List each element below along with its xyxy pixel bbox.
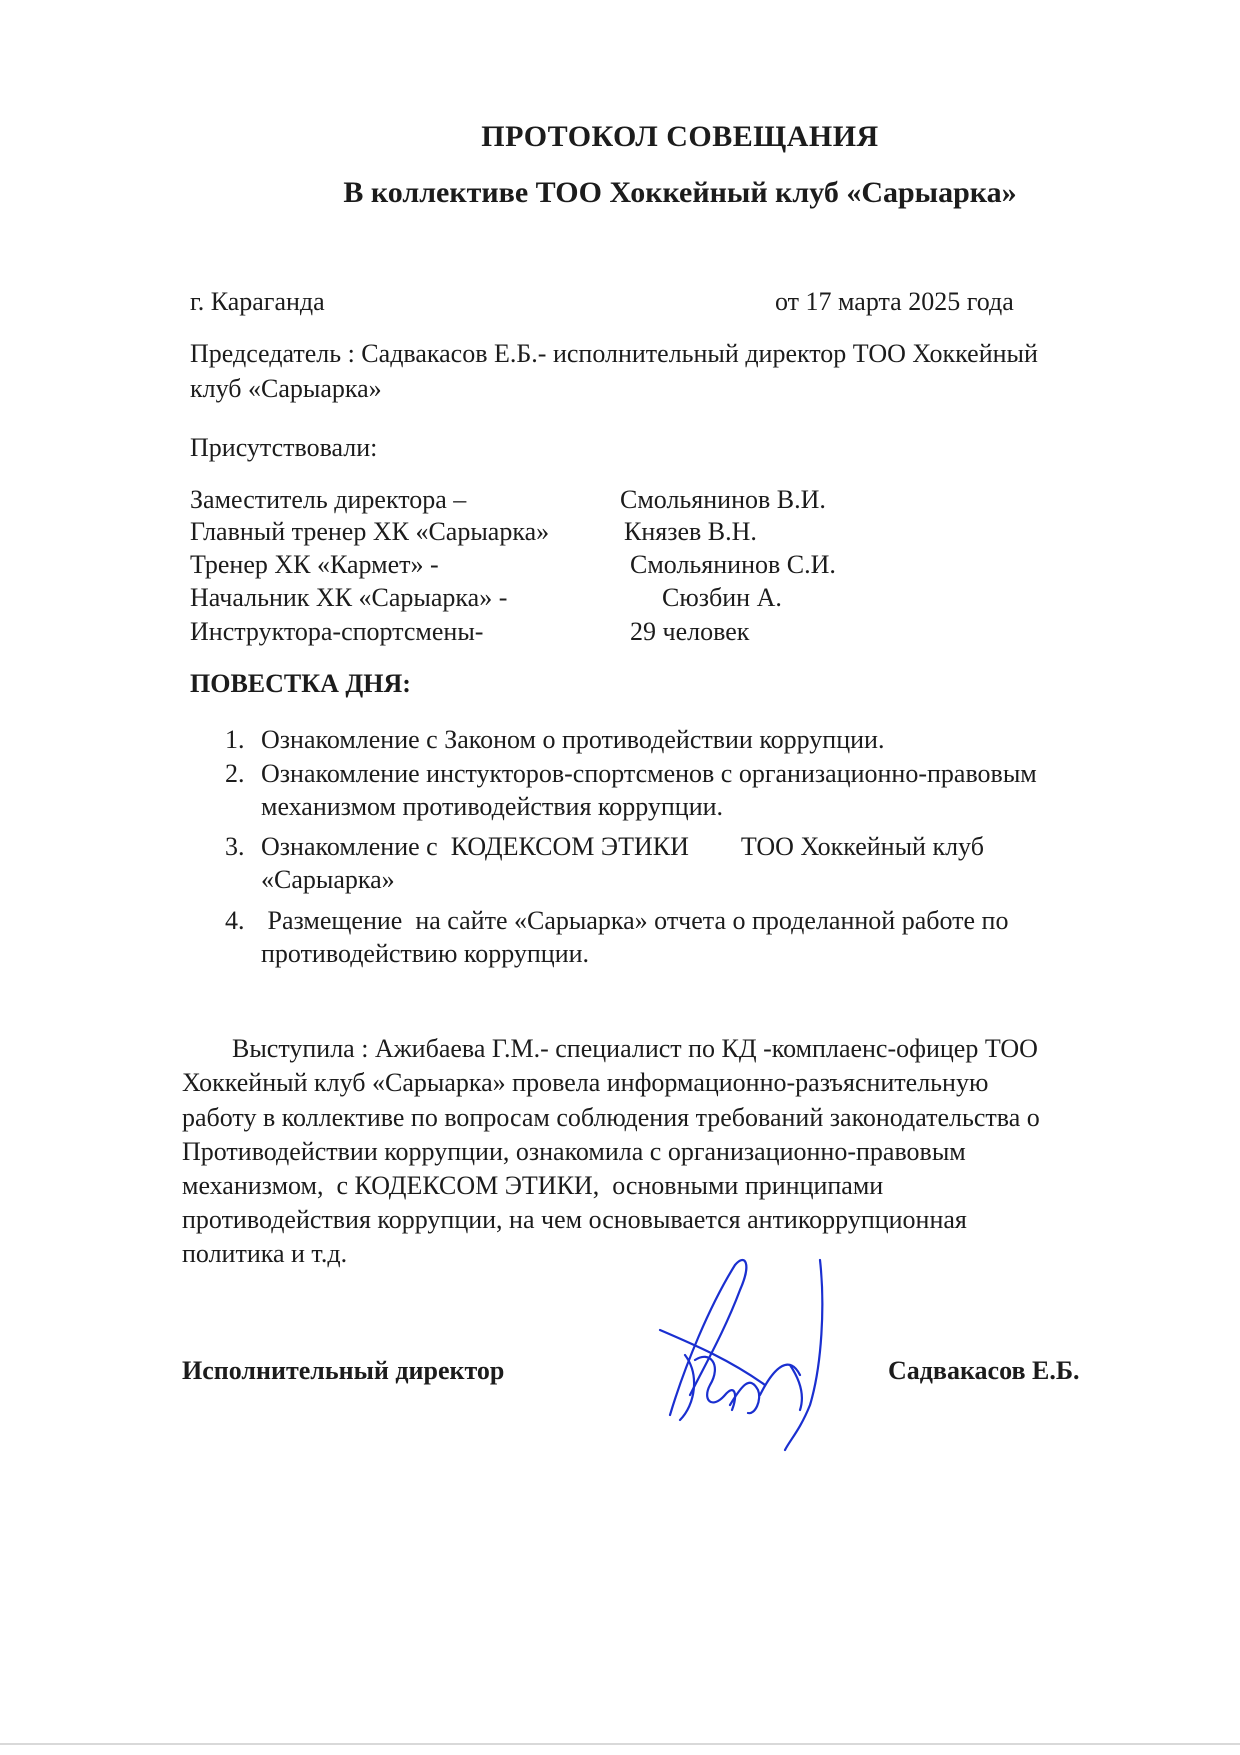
- speech-line: Противодействии коррупции, ознакомила с организационно-правовым: [182, 1137, 966, 1166]
- agenda-item-text: Ознакомление инстукторов-спортсменов с организационно-правовым: [261, 759, 1037, 788]
- signature-image: [650, 1245, 830, 1455]
- attendee-role: Главный тренер ХК «Сарыарка»: [190, 517, 550, 546]
- signatory-position: Исполнительный директор: [182, 1356, 505, 1385]
- agenda-heading: ПОВЕСТКА ДНЯ:: [190, 669, 411, 698]
- attendee-name: Князев В.Н.: [624, 517, 757, 546]
- speech-line: противодействия коррупции, на чем основывается антикоррупционная: [182, 1205, 967, 1234]
- agenda-number: 1.: [225, 725, 245, 754]
- attendee-role: Начальник ХК «Сарыарка» -: [190, 583, 508, 612]
- agenda-item-text: Ознакомление с Законом о противодействии коррупции.: [261, 725, 885, 754]
- document-title: ПРОТОКОЛ СОВЕЩАНИЯ: [481, 120, 879, 153]
- signatory-name: Садвакасов Е.Б.: [888, 1356, 1080, 1385]
- speech-line: Выступила : Ажибаева Г.М.- специалист по КД -комплаенс-офицер ТОО: [232, 1034, 1038, 1063]
- agenda-item-text: Ознакомление с КОДЕКСОМ ЭТИКИ ТОО Хоккейный клуб: [261, 832, 984, 861]
- chair-line-2: клуб «Сарыарка»: [190, 374, 382, 403]
- attendee-name: Сюзбин А.: [662, 583, 782, 612]
- speech-line: Хоккейный клуб «Сарыарка» провела информационно-разъяснительную: [182, 1068, 989, 1097]
- agenda-item-text: «Сарыарка»: [261, 865, 395, 894]
- agenda-item-text: механизмом противодействия коррупции.: [261, 792, 724, 821]
- city: г. Караганда: [190, 287, 325, 316]
- speech-line: политика и т.д.: [182, 1239, 348, 1268]
- agenda-number: 4.: [225, 906, 245, 935]
- speech-line: работу в коллективе по вопросам соблюдения требований законодательства о: [182, 1103, 1040, 1132]
- agenda-item-text: Размещение на сайте «Сарыарка» отчета о проделанной работе по: [261, 906, 1009, 935]
- attendee-name: Смольянинов В.И.: [620, 485, 826, 514]
- attendee-role: Инструктора-спортсмены-: [190, 617, 484, 646]
- chair-line-1: Председатель : Садвакасов Е.Б.- исполнительный директор ТОО Хоккейный: [190, 339, 1038, 368]
- attendee-role: Тренер ХК «Кармет» -: [190, 550, 439, 579]
- agenda-number: 2.: [225, 759, 245, 788]
- date: от 17 марта 2025 года: [775, 287, 1014, 316]
- document-subtitle: В коллективе ТОО Хоккейный клуб «Сарыарка»: [343, 176, 1017, 209]
- speech-line: механизмом, с КОДЕКСОМ ЭТИКИ, основными принципами: [182, 1171, 884, 1200]
- attendees-label: Присутствовали:: [190, 433, 378, 462]
- agenda-item-text: противодействию коррупции.: [261, 939, 590, 968]
- scan-edge-line: [0, 1743, 1240, 1745]
- attendee-role: Заместитель директора –: [190, 485, 467, 514]
- attendee-name: Смольянинов С.И.: [630, 550, 836, 579]
- agenda-number: 3.: [225, 832, 245, 861]
- attendee-name: 29 человек: [630, 617, 750, 646]
